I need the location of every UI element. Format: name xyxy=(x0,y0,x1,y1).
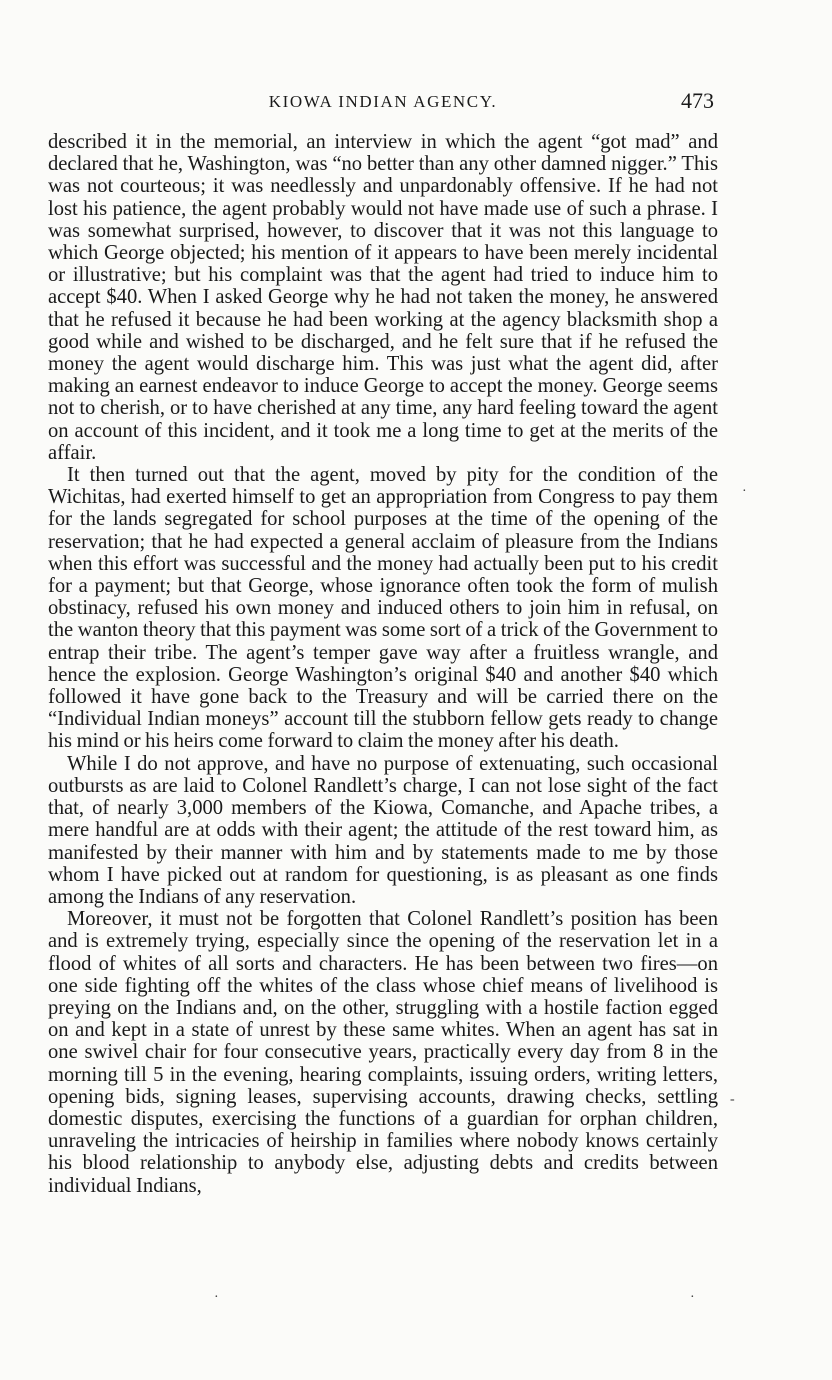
paragraph-outbursts: While I do not approve, and have no purpose of extenuating, such occasional outbursts as are laid to Colonel Randlett’s charge, I can not lose sight of the fact that, of nearly 3,000 members of the Kiowa, Comanche, and Apache tribes, a mere handful are at odds with their agent; the attitude of the rest toward him, as manifested by their manner with him and by statements made to me by those whom I have picked out at random for questioning, is as pleasant as one finds among the Indians of any reservation. xyxy=(48,752,718,908)
stray-mark: · xyxy=(214,1290,219,1305)
stray-mark: · xyxy=(742,484,747,499)
stray-mark: - xyxy=(730,1092,735,1107)
stray-mark: · xyxy=(690,1290,695,1305)
page-number: 473 xyxy=(681,88,714,113)
paragraph-agent-appropriation: It then turned out that the agent, moved by pity for the condition of the Wichitas, had exerted himself to get an appropriation from Congress to pay them for the lands segregated for school purposes at the time of the opening of the reservation; that he had expected a general acclaim of pleasure from the Indians when this effort was successful and the money had actually been put to his credit for a payment; but that George, whose ignorance often took the form of mulish obstinacy, refused his own money and induced others to join him in refusal, on the wanton theory that this payment was some sort of a trick of the Government to entrap their tribe. The agent’s temper gave way after a fruitless wrangle, and hence the explosion. George Washington’s original $40 and another $40 which followed it have gone back to the Treasury and will be carried there on the “Individual Indian moneys” account till the stubborn fellow gets ready to change his mind or his heirs come forward to claim the money after his death. xyxy=(48,464,718,753)
page-title: KIOWA INDIAN AGENCY. xyxy=(268,92,498,111)
body-text xyxy=(48,131,718,1197)
paragraph-continued: described it in the memorial, an interview in which the agent “got mad” and declared that he, Washington, was “no better than any other damned nigger.” This was not courteous; it was needlessly and unpardonably offensive. If he had not lost his patience, the agent probably would not have made use of such a phrase. I was somewhat surprised, however, to discover that it was not this language to which George objected; his mention of it appears to have been merely incidental or illustrative; but his complaint was that the agent had tried to induce him to accept $40. When I asked George why he had not taken the money, he answered that he refused it because he had been working at the agency blacksmith shop a good while and wished to be discharged, and he felt sure that if he refused the money the agent would discharge him. This was just what the agent did, after making an earnest endeavor to induce George to accept the money. George seems not to cherish, or to have cherished at any time, any hard feeling toward the agent on account of this incident, and it took me a long time to get at the merits of the affair. xyxy=(48,131,718,464)
paragraph-randlett-position: Moreover, it must not be forgotten that Colonel Randlett’s position has been and is extremely trying, especially since the opening of the reservation let in a flood of whites of all sorts and characters. He has been between two fires—on one side fighting off the whites of the class whose chief means of livelihood is preying on the Indians and, on the other, struggling with a hostile faction egged on and kept in a state of unrest by these same whites. When an agent has sat in one swivel chair for four consecutive years, practically every day from 8 in the morning till 5 in the evening, hearing complaints, issuing orders, writing letters, opening bids, signing leases, supervising accounts, drawing checks, settling domestic disputes, exercising the functions of a guardian for orphan children, unraveling the intricacies of heirship in families where nobody knows certainly his blood relationship to anybody else, adjusting debts and credits between individual Indians, xyxy=(48,908,718,1197)
running-head xyxy=(48,88,718,118)
